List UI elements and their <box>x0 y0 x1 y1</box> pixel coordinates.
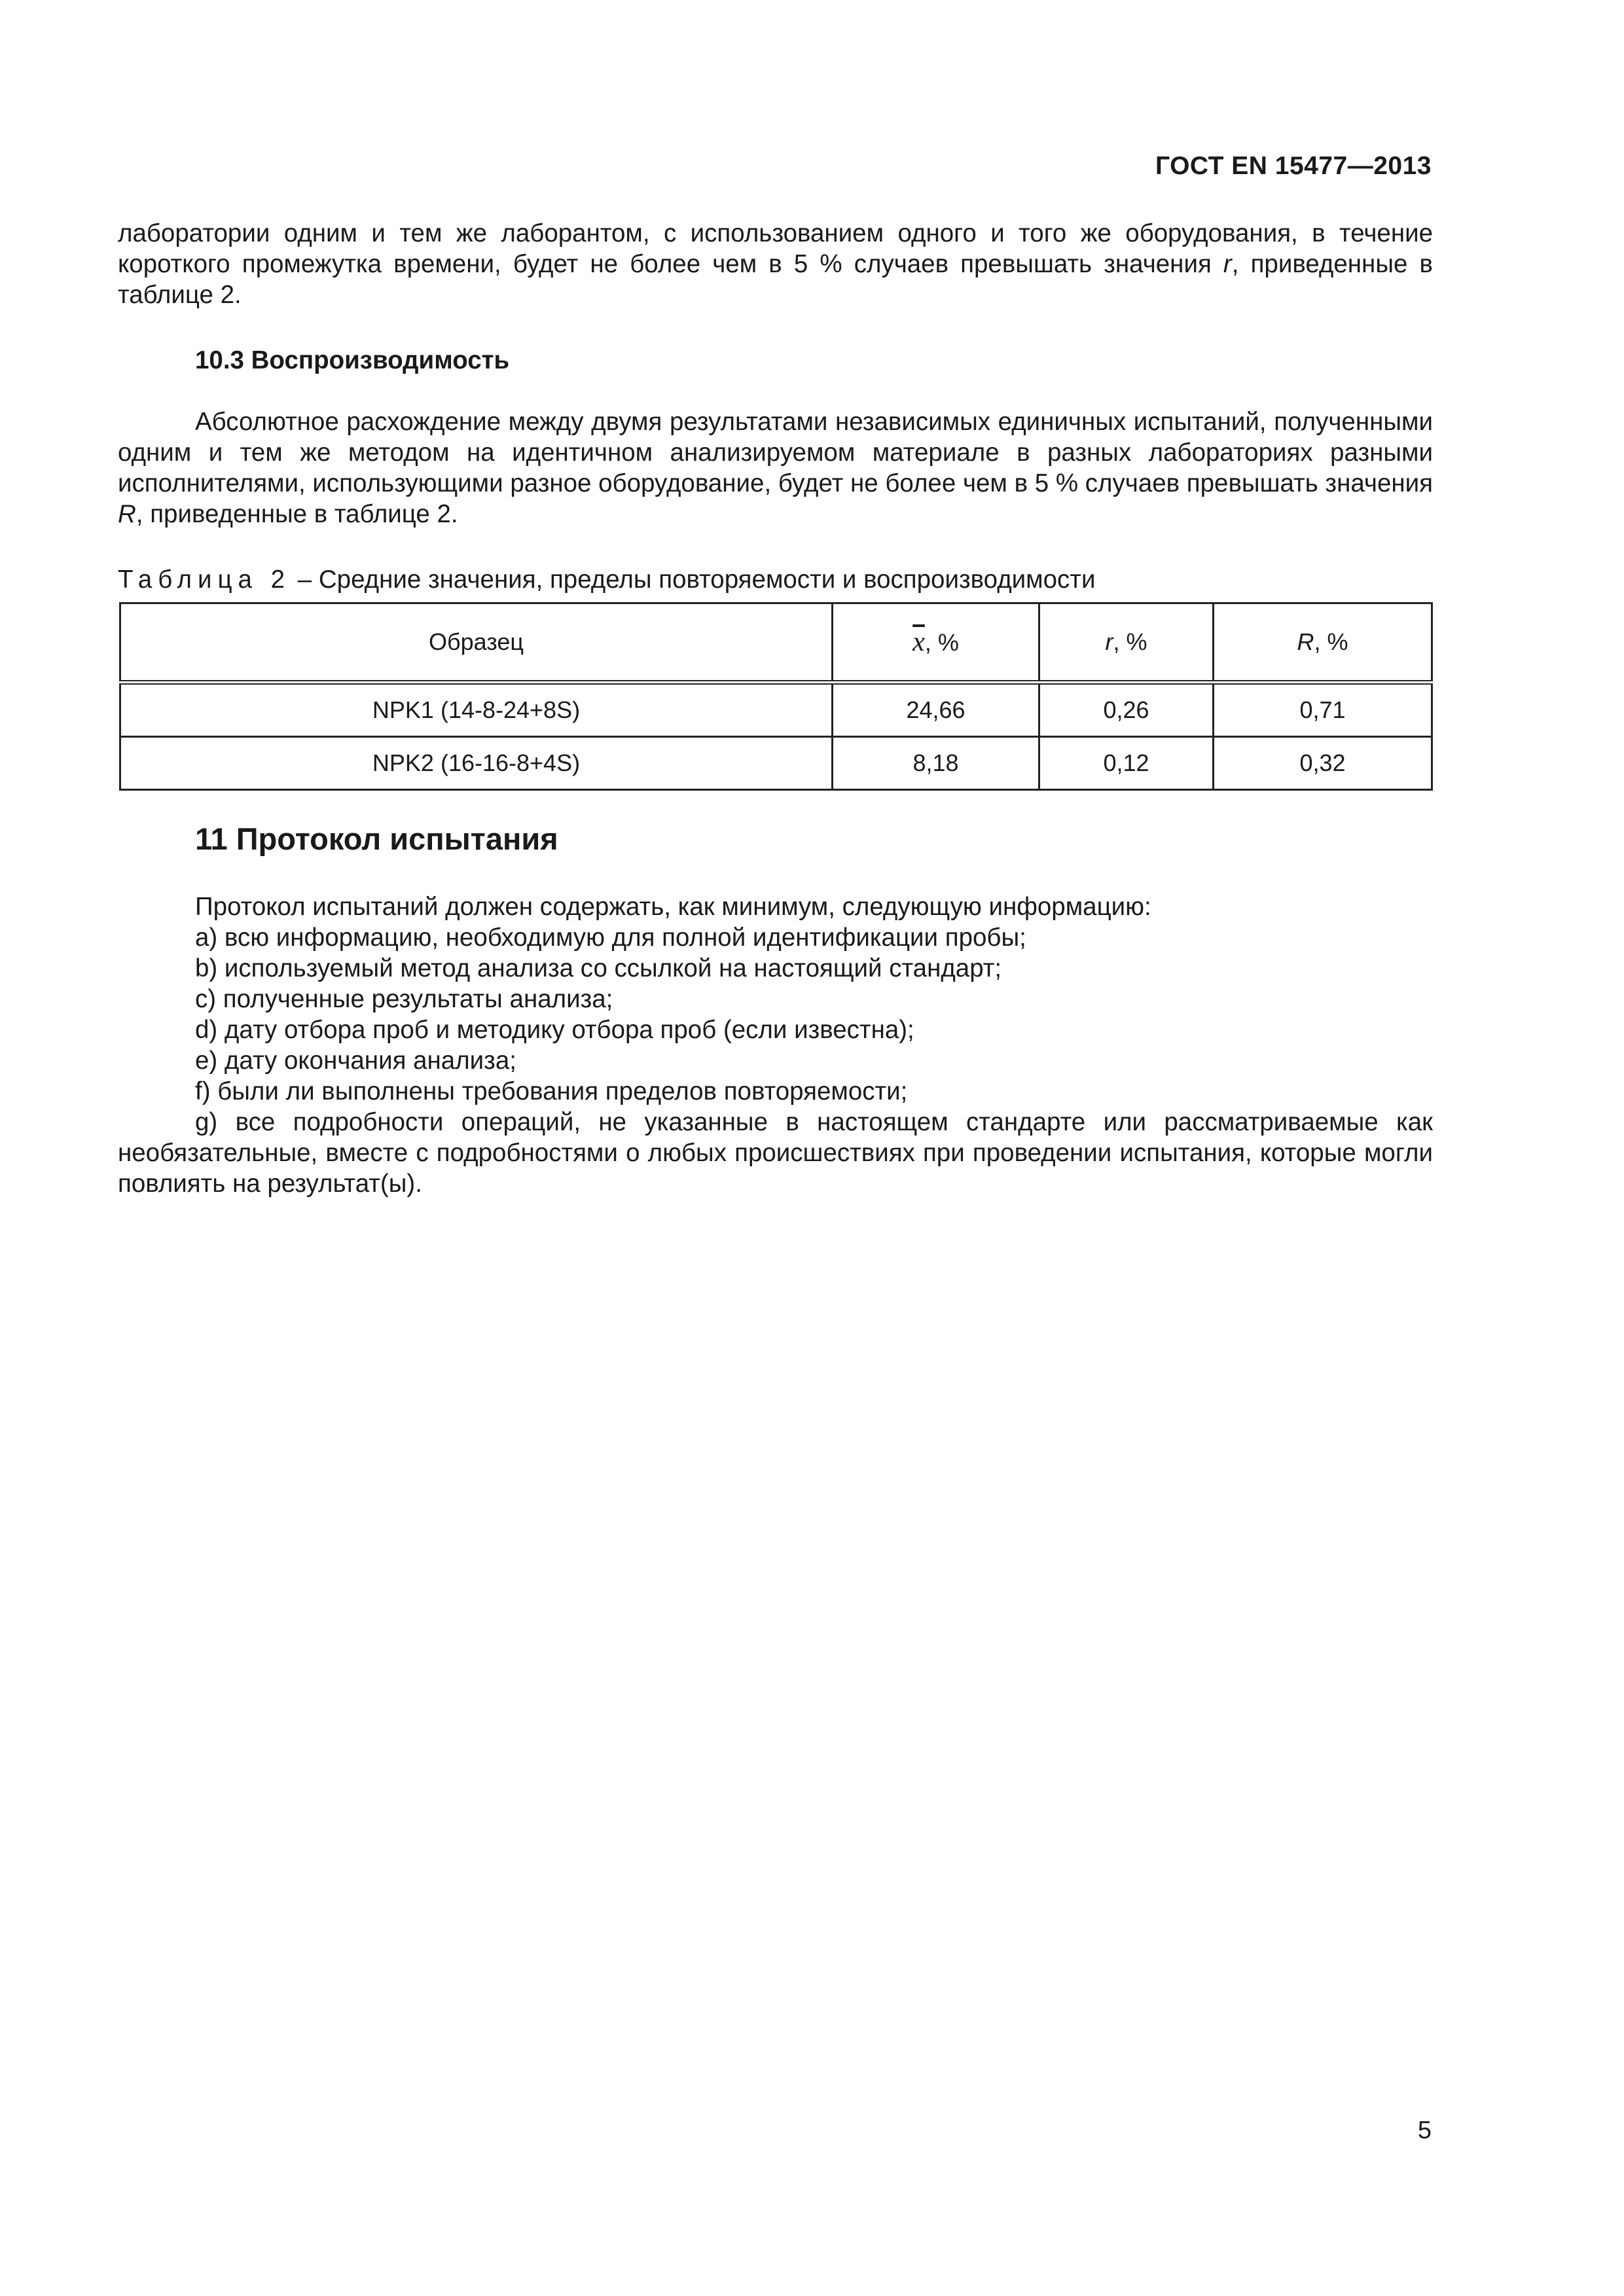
cell-r: 0,26 <box>1039 683 1214 737</box>
mean-symbol: $\overline{x}$ <box>912 627 925 657</box>
header-sample: Образец <box>120 603 833 683</box>
r-symbol: r <box>1105 628 1113 655</box>
cell-R: 0,71 <box>1214 683 1432 737</box>
test-report-list <box>118 891 1433 1199</box>
paragraph-reproducibility <box>118 406 1433 529</box>
r-unit: , % <box>1113 628 1147 655</box>
list-item: d) дату отбора проб и методику отбора проб (если известна); <box>195 1016 914 1044</box>
section-11-heading: 11 Протокол испытания <box>195 821 558 856</box>
table-caption-text: – Средние значения, пределы повторяемости и воспроизводимости <box>291 565 1096 594</box>
header-mean <box>833 603 1039 683</box>
list-item: f) были ли выполнены требования пределов повторяемости; <box>195 1077 908 1105</box>
list-item: e) дату окончания анализа; <box>195 1047 516 1075</box>
paragraph-text: , приведенные в таблице 2. <box>118 250 1433 309</box>
mean-unit: , % <box>924 629 959 656</box>
symbol-r: r <box>1223 250 1232 278</box>
cell-mean: 8,18 <box>833 737 1039 790</box>
table-caption-label: Таблица 2 <box>118 565 291 594</box>
page-number: 5 <box>1417 2117 1432 2144</box>
table-header-row <box>120 603 1432 683</box>
symbol-R: R <box>118 500 136 528</box>
R-symbol: R <box>1297 628 1314 655</box>
results-table <box>119 602 1433 791</box>
list-intro: Протокол испытаний должен содержать, как минимум, следующую информацию: <box>195 893 1151 921</box>
list-item: c) полученные результаты анализа; <box>195 985 613 1013</box>
paragraph-text: , приведенные в таблице 2. <box>135 500 458 528</box>
paragraph-text: лаборатории одним и тем же лаборантом, с использованием одного и того же оборудования, в течение короткого промежутка времени, будет не более чем в 5 % случаев превышать значения <box>118 219 1433 278</box>
document-header-id: ГОСТ EN 15477—2013 <box>1155 152 1432 180</box>
cell-r: 0,12 <box>1039 737 1214 790</box>
table-caption <box>118 564 1433 595</box>
paragraph-text: Абсолютное расхождение между двумя результатами независимых единичных испытаний, полученными одним и тем же методом на идентичном анализируемом материале в разных лабораториях разными исполнителями, использующими разное оборудование, будет не более чем в 5 % случаев превышать значения <box>118 408 1433 497</box>
cell-R: 0,32 <box>1214 737 1432 790</box>
list-item: a) всю информацию, необходимую для полной идентификации пробы; <box>195 924 1026 952</box>
header-repeatability <box>1039 603 1214 683</box>
list-item: b) используемый метод анализа со ссылкой на настоящий стандарт; <box>195 954 1002 982</box>
R-unit: , % <box>1314 628 1348 655</box>
cell-sample: NPK2 (16-16-8+4S) <box>120 737 833 790</box>
paragraph-repeatability-continued <box>118 218 1433 310</box>
cell-sample: NPK1 (14-8-24+8S) <box>120 683 833 737</box>
header-reproducibility <box>1214 603 1432 683</box>
section-10-3-heading: 10.3 Воспроизводимость <box>195 346 510 374</box>
table-row <box>120 737 1432 790</box>
list-item: g) все подробности операций, не указанные в настоящем стандарте или рассматриваемые как необязательные, вместе с подробностями о любых происшествиях при проведении испытания, которые могли повлиять на результат(ы). <box>118 1108 1433 1198</box>
cell-mean: 24,66 <box>833 683 1039 737</box>
table-row <box>120 683 1432 737</box>
